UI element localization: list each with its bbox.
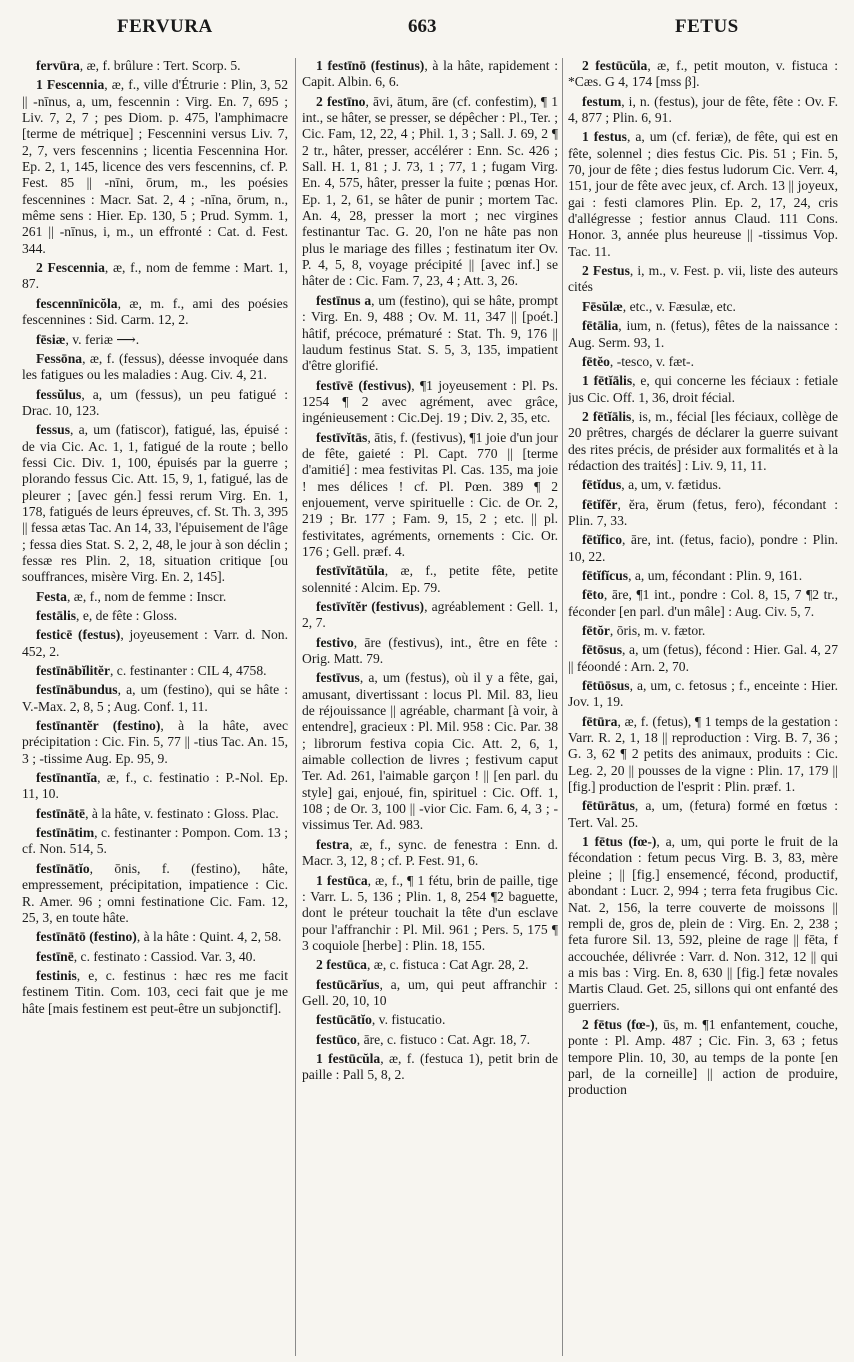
dictionary-entry: 1 fētĭālis, e, qui concerne les féciaux : fetiale jus Cic. Off. 1, 36, droit fécial.: [568, 373, 838, 405]
dictionary-entry: festālis, e, de fête : Gloss.: [36, 608, 178, 623]
dictionary-entry: fēsiæ, v. feriæ ⟶.: [36, 331, 140, 347]
column-3: [568, 58, 838, 1358]
dictionary-entry: fētĭfĭcus, a, um, fécondant : Plin. 9, 161.: [582, 567, 803, 583]
dictionary-entry: fescennīnicŏla, æ, m. f., ami des poésies fescennines : Sid. Carm. 12, 2.: [22, 295, 288, 328]
dictionary-entry: 2 fētus (fœ-), ūs, m. ¶1 enfantement, couche, ponte : Pl. Amp. 487 ; Cic. Fin. 3, 63 ; fetus tempore Plin. 10, 30, au temps de la ponte [en parl, de la corneille] || action de produire, production: [568, 1016, 838, 1098]
dictionary-entry: fētŏr, ōris, m. v. fætor.: [582, 623, 706, 638]
page-number: 663: [408, 16, 437, 37]
dictionary-entry: 2 festīno, āvi, ātum, āre (cf. confestim), ¶ 1 int., se hâter, se presser, se dépêcher : Pl., Ter. ; Cic. Fam, 12, 22, 4 ; Phil. 1, 3 ; Sall. J. 69, 2 ¶ 2 tr., hâter, presser, accélérer : Enn. Sc. 426 ; Sall. H. 1, 81 ; J. 73, 1 ; 77, 1 ; fugam Virg. En. 4, 575, hâter, presser la fuite ; pœnas Hor. Ep. 1, 2, 61, se hâter de punir ; mortem Tac. An. 4, 28, presser la mort ; nec virgines festinantur Tac. G. 20, l'on ne hâte pas non plus le mariage des filles ; festinatum iter Ov. P. 4, 5, 8, voyage précipité || [avec inf.] se hâter de : Cic. Fam. 7, 23, 4 ; Att. 3, 26.: [302, 93, 558, 289]
dictionary-entry: festīvus, a, um (festus), où il y a fête, gai, amusant, divertissant : locus Pl. Mil. 83, lieu de réjouissance || agréable, charmant [à voir, à entendre], gracieux : Pl. Mil. 958 : Cic. Par. 38 ; librorum festiva copia Cic. Att. 2, 6, 1, aimable collection de livres ; festivum caput Ter. Ad. 261, l'aimable garçon ! || [en parl. du style] gai, enjoué, fin, spirituel : Cic. Off. 1, 108 ; de Or. 3, 100 || -vior Cic. Fam. 6, 4, 3 ; -vissimus Ter. Ad. 983.: [302, 670, 558, 833]
dictionary-entry: festīnābundus, a, um (festino), qui se hâte : V.-Max. 2, 8, 5 ; Aug. Conf. 1, 11.: [22, 682, 288, 714]
dictionary-entry: Fēsŭlæ, etc., v. Fæsulæ, etc.: [582, 298, 736, 314]
dictionary-entry: fētālia, ium, n. (fetus), fêtes de la naissance : Aug. Serm. 93, 1.: [568, 318, 838, 350]
dictionary-entry: fessus, a, um (fatiscor), fatigué, las, épuisé : de via Cic. Ac. 1, 1, fatigué de la route ; bello fessi Cic. Div. 1, 100, épuisés par la guerre ; plorando fessus Cic. Att. 15, 9, 1, fatigué, las de pleurer ; [avec gén.] fessi rerum Virg. En. 1, 178, fatigués de leurs épreuves, cf. St. Th. 3, 395 || fessa ætas Tac. An 14, 33, l'épuisement de l'âge ; fessa dies Stat. S. 2, 2, 48, le jour à son déclin ; fessæ res Plin. 2, 18, situation critique [ou souffrances, misère Virg. En. 2, 145].: [22, 422, 288, 585]
dictionary-entry: 1 festus, a, um (cf. feriæ), de fête, qui est en fête, solennel ; dies festus Cic. Pis. 51 ; Fin. 5, 70, jour de fête ; dies festus ludorum Cic. Verr. 4, 151, jour de fête avec jeux, cf. Arch. 13 || joyeux, gai : festi clamores Plin. Ep. 2, 17, 24, cris d'allégresse ; festior annus Claud. 111 Cons. Honor. 3, année plus heureuse || -tissimus Vop. Tac. 11.: [568, 129, 838, 259]
dictionary-entry: festum, i, n. (festus), jour de fête, fête : Ov. F. 4, 877 ; Plin. 6, 91.: [568, 93, 838, 126]
dictionary-entry: festīvĭtās, ātis, f. (festivus), ¶1 joie d'un jour de fête, gaieté : Pl. Capt. 770 || [terme d'amitié] : mea festivitas Pl. Cas. 135, ma joie ! mes délices ! cf. Pl. Pœn. 389 ¶ 2 enjouement, verve spirituelle : Cic. de Or. 2, 219 ; Br. 177 ; Fam. 9, 15, 2 ; etc. || pl. festivitates, agréments, ornements : Cic. Or. 176 ; Gell. præf. 4.: [302, 429, 558, 559]
dictionary-entry: 1 festīnō (festinus), à la hâte, rapidement : Capit. Albin. 6, 6.: [302, 58, 558, 90]
dictionary-entry: 2 festūcŭla, æ, f., petit mouton, v. fistuca : *Cæs. G 4, 174 [mss β].: [568, 58, 838, 90]
running-header: [0, 16, 854, 46]
dictionary-entry: Festa, æ, f., nom de femme : Inscr.: [36, 588, 227, 604]
dictionary-entry: festūcātĭo, v. fistucatio.: [316, 1012, 446, 1028]
dictionary-entry: fētĭfĕr, ĕra, ĕrum (fetus, fero), fécondant : Plin. 7, 33.: [568, 496, 838, 528]
dictionary-entry: fētōsus, a, um (fetus), fécond : Hier. Gal. 4, 27 || féoondé : Arn. 2, 70.: [568, 642, 838, 674]
column-2: [302, 58, 558, 1358]
dictionary-entry: festīnātō (festino), à la hâte : Quint. 4, 2, 58.: [36, 929, 282, 945]
dictionary-entry: festīvē (festivus), ¶1 joyeusement : Pl. Ps. 1254 ¶ 2 avec agrément, avec grâce, ingénieusement : Cic.Dej. 19 ; Div. 2, 35, etc.: [302, 377, 558, 426]
dictionary-entry: 2 Fescennia, æ, f., nom de femme : Mart. 1, 87.: [22, 260, 288, 292]
dictionary-entry: fētĭdus, a, um, v. fætidus.: [582, 477, 722, 493]
dictionary-entry: festīnē, c. festinato : Cassiod. Var. 3, 40.: [36, 948, 256, 964]
dictionary-entry: 2 Festus, i, m., v. Fest. p. vii, liste des auteurs cités: [568, 263, 838, 295]
dictionary-entry: 1 festūca, æ, f., ¶ 1 fétu, brin de paille, tige : Varr. L. 5, 136 ; Plin. 1, 8, 254 ¶2 baguette, dont le préteur touchait la tête d'un esclave pour l'affranchir : Pl. Mil. 961 ; Pers. 5, 175 ¶ 3 coquiole [herbe] : Plin. 18, 155.: [302, 872, 558, 953]
dictionary-entry: festinis, e, c. festinus : hæc res me facit festinem Titin. Com. 103, ceci fait que je me hâte [mais festinem est peut-être un subjonctif].: [22, 967, 288, 1016]
dictionary-entry: festīnātim, c. festinanter : Pompon. Com. 13 ; cf. Non. 514, 5.: [22, 825, 288, 857]
dictionary-entry: fētūrātus, a, um, (fetura) formé en fœtus : Tert. Val. 25.: [568, 798, 838, 830]
column-divider: [562, 58, 563, 1356]
dictionary-entry: fervūra, æ, f. brûlure : Tert. Scorp. 5.: [36, 58, 241, 73]
dictionary-entry: fēto, āre, ¶1 int., pondre : Col. 8, 15, 7 ¶2 tr., féconder [en parl. d'un mâle] : Aug. Civ. 5, 7.: [568, 587, 838, 619]
column-1: [22, 58, 288, 1358]
dictionary-entry: 1 Fescennia, æ, f., ville d'Étrurie : Plin, 3, 52 || -nīnus, a, um, fescennin : Virg. En. 7, 695 ; Liv. 7, 2, 7 ; pes Diom. p. 475, l'amphimacre [terme de métrique] ; Fescennini versus Liv. 7, 2, 7, vers fescennins ; licentia Fescennina Hor. Ep. 2, 1, 145, licence des vers fescennins, cf. P. Fest. 85 || -nīni, ōrum, m., les poésies fescennines : Macr. Sat. 2, 4 ; -nīna, ōrum, n., même sens : Hier. Ep. 130, 5 ; Prud. Symm. 1, 261 || -nīnus, i, m., un effronté : Cat. d. Fest. 344.: [22, 77, 288, 256]
header-right-guide-word: FETUS: [675, 16, 739, 37]
dictionary-entry: 1 fētus (fœ-), a, um, qui porte le fruit de la fécondation : fetum pecus Virg. B. 3, 83, mère pleine ; || [fig.] ensemencé, fécond, productif, abondant : Lucr. 2, 994 ; terra feta frugibus Cic. Nat. 2, 156, la terre couverte de moissons || rempli de, gros de, plein de : Virg. En. 2, 238 ; feta furore Sil. 13, 592, pleine de rage || fēta, f accouchée, délivrée : Varr. d. Non. 312, 12 || qui a mis bas : Virg. En. 8, 630 || [fig.] fetæ novales Martis Claud. Get. 25, sillons qui ont enfanté des guerriers.: [568, 834, 838, 1013]
dictionary-entry: 2 festūca, æ, c. fistuca : Cat Agr. 28, 2.: [316, 957, 529, 973]
dictionary-entry: festīnantĭa, æ, f., c. festinatio : P.-Nol. Ep. 11, 10.: [22, 770, 288, 802]
dictionary-entry: fētĕo, -tesco, v. fæt-.: [582, 353, 694, 369]
dictionary-entry: fētĭfico, āre, int. (fetus, facio), pondre : Plin. 10, 22.: [568, 532, 838, 564]
dictionary-entry: festīvĭtĕr (festivus), agréablement : Gell. 1, 2, 7.: [302, 599, 558, 631]
dictionary-entry: festra, æ, f., sync. de fenestra : Enn. d. Macr. 3, 12, 8 ; cf. P. Fest. 91, 6.: [302, 836, 558, 869]
dictionary-entry: festīnantĕr (festino), à la hâte, avec précipitation : Cic. Fin. 5, 77 || -tius Tac. An. 15, 3 ; -tissime Aug. Ep. 95, 9.: [22, 718, 288, 766]
dictionary-entry: festīnātĭo, ōnis, f. (festino), hâte, empressement, précipitation, impatience : Cic. R. Amer. 96 ; omni festinatione Cic. Fam. 12, 25, 3, en toute hâte.: [22, 860, 288, 925]
dictionary-entry: festīnābĭlitĕr, c. festinanter : CIL 4, 4758.: [36, 663, 267, 679]
dictionary-entry: fētūōsus, a, um, c. fetosus ; f., enceinte : Hier. Jov. 1, 19.: [568, 678, 838, 710]
dictionary-entry: festūco, āre, c. fistuco : Cat. Agr. 18, 7.: [316, 1031, 531, 1047]
dictionary-entry: festīvĭtātŭla, æ, f., petite fête, petite solennité : Alcim. Ep. 79.: [302, 563, 558, 595]
header-left-guide-word: FERVURA: [117, 16, 213, 37]
dictionary-entry: festīnus a, um (festino), qui se hâte, prompt : Virg. En. 9, 488 ; Ov. M. 11, 347 || [poét.] hâtif, précoce, prématuré : Stat. Th. 9, 176 || laudum festinus Stat. S. 5, 3, 135, impatient d'être glorifié.: [302, 292, 558, 374]
dictionary-entry: festivo, āre (festivus), int., être en fête : Orig. Matt. 79.: [302, 634, 558, 667]
dictionary-entry: Fessōna, æ, f. (fessus), déesse invoquée dans les fatigues ou les maladies : Aug. Civ. 4, 21.: [22, 350, 288, 383]
dictionary-entry: fētūra, æ, f. (fetus), ¶ 1 temps de la gestation : Varr. R. 2, 1, 18 || reproduction : Virg. B. 7, 36 ; G. 3, 62 ¶ 2 petits des animaux, produits : Cic. Leg. 2, 20 || pousses de la vigne : Plin. 17, 179 || [fig.] production de l'esprit : Plin. præf. 1.: [568, 713, 838, 795]
dictionary-entry: festūcārĭus, a, um, qui peut affranchir : Gell. 20, 10, 10: [302, 976, 558, 1008]
column-divider: [295, 58, 296, 1356]
dictionary-entry: 1 festūcŭla, æ, f. (festuca 1), petit brin de paille : Pall 5, 8, 2.: [302, 1050, 558, 1083]
dictionary-entry: fessŭlus, a, um (fessus), un peu fatigué : Drac. 10, 123.: [22, 386, 288, 418]
dictionary-entry: festīnātē, à la hâte, v. festinato : Gloss. Plac.: [36, 805, 279, 821]
dictionary-entry: festicē (festus), joyeusement : Varr. d. Non. 452, 2.: [22, 627, 288, 659]
dictionary-entry: 2 fētĭālis, is, m., fécial [les féciaux, collège de 20 prêtres, chargés de déclarer la guerre suivant des rites précis, de présider aux formalités et à la rédaction des traités] : Liv. 9, 11, 11.: [568, 408, 838, 473]
